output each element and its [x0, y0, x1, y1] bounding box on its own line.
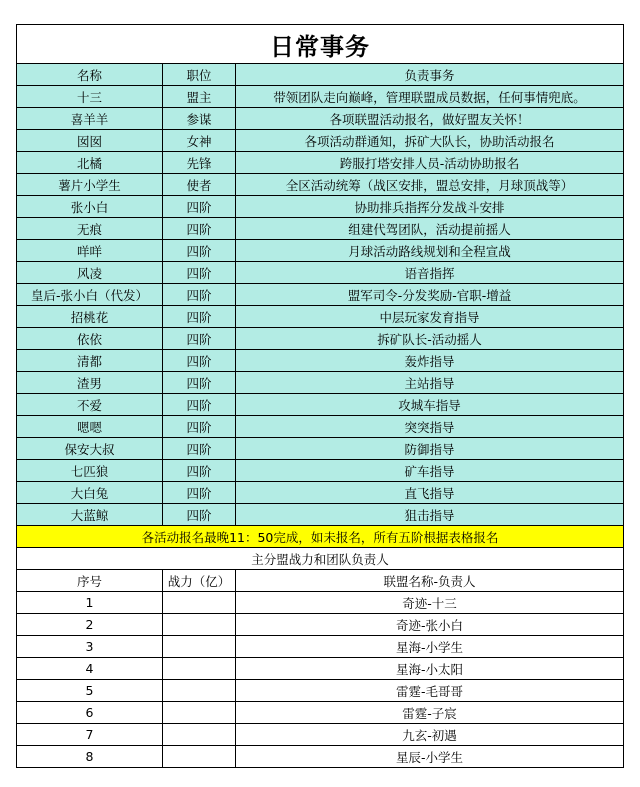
index-cell: 3	[17, 636, 163, 658]
duty-cell: 轰炸指导	[236, 350, 624, 372]
duties-header-row	[17, 64, 624, 86]
name-cell: 大蓝鲸	[17, 504, 163, 526]
duty-cell: 各项联盟活动报名，做好盟友关怀！	[236, 108, 624, 130]
position-cell: 四阶	[163, 350, 236, 372]
title-row	[17, 25, 624, 64]
alliance-header-cell: 战力（亿）	[163, 570, 236, 592]
alliance-subtitle: 主分盟战力和团队负责人	[17, 548, 624, 570]
duty-cell: 突突指导	[236, 416, 624, 438]
duties-header-cell: 负责事务	[236, 64, 624, 86]
name-cell: 张小白	[17, 196, 163, 218]
duty-row	[17, 350, 624, 372]
alliance-leader-cell: 雷霆-毛哥哥	[236, 680, 624, 702]
alliance-subtitle-row	[17, 548, 624, 570]
index-cell: 6	[17, 702, 163, 724]
index-cell: 4	[17, 658, 163, 680]
position-cell: 四阶	[163, 504, 236, 526]
alliance-leader-cell: 雷霆-子宸	[236, 702, 624, 724]
duty-cell: 各项活动群通知，拆矿大队长，协助活动报名	[236, 130, 624, 152]
power-cell	[163, 680, 236, 702]
duty-cell: 主站指导	[236, 372, 624, 394]
index-cell: 2	[17, 614, 163, 636]
alliance-row	[17, 746, 624, 768]
alliance-header-cell: 联盟名称-负责人	[236, 570, 624, 592]
duty-row	[17, 504, 624, 526]
duty-row	[17, 460, 624, 482]
duty-cell: 攻城车指导	[236, 394, 624, 416]
duty-cell: 防御指导	[236, 438, 624, 460]
position-cell: 四阶	[163, 262, 236, 284]
position-cell: 四阶	[163, 284, 236, 306]
index-cell: 8	[17, 746, 163, 768]
name-cell: 风凌	[17, 262, 163, 284]
duty-row	[17, 416, 624, 438]
duty-cell: 盟军司令-分发奖励-官职-增益	[236, 284, 624, 306]
alliance-leader-cell: 奇迹-十三	[236, 592, 624, 614]
name-cell: 不爱	[17, 394, 163, 416]
name-cell: 渣男	[17, 372, 163, 394]
duty-row	[17, 394, 624, 416]
position-cell: 四阶	[163, 394, 236, 416]
duty-cell: 协助排兵指挥分发战斗安排	[236, 196, 624, 218]
alliance-header-row	[17, 570, 624, 592]
power-cell	[163, 658, 236, 680]
name-cell: 嗯嗯	[17, 416, 163, 438]
name-cell: 喜羊羊	[17, 108, 163, 130]
position-cell: 先锋	[163, 152, 236, 174]
duty-cell: 月球活动路线规划和全程宣战	[236, 240, 624, 262]
duty-cell: 矿车指导	[236, 460, 624, 482]
name-cell: 清都	[17, 350, 163, 372]
duty-row	[17, 86, 624, 108]
alliance-row	[17, 614, 624, 636]
name-cell: 薯片小学生	[17, 174, 163, 196]
alliance-row	[17, 702, 624, 724]
table-body	[17, 25, 624, 768]
duty-row	[17, 174, 624, 196]
position-cell: 四阶	[163, 306, 236, 328]
duty-row	[17, 372, 624, 394]
name-cell: 无痕	[17, 218, 163, 240]
position-cell: 四阶	[163, 438, 236, 460]
alliance-leader-cell: 星海-小太阳	[236, 658, 624, 680]
notice-row	[17, 526, 624, 548]
duties-header-cell: 名称	[17, 64, 163, 86]
alliance-leader-cell: 星辰-小学生	[236, 746, 624, 768]
duty-cell: 跨服打塔安排人员-活动协助报名	[236, 152, 624, 174]
name-cell: 咩咩	[17, 240, 163, 262]
duty-row	[17, 240, 624, 262]
alliance-row	[17, 636, 624, 658]
page-title: 日常事务	[17, 25, 624, 64]
position-cell: 参谋	[163, 108, 236, 130]
duty-cell: 组建代驾团队，活动提前摇人	[236, 218, 624, 240]
duty-row	[17, 108, 624, 130]
duty-cell: 直飞指导	[236, 482, 624, 504]
index-cell: 5	[17, 680, 163, 702]
power-cell	[163, 702, 236, 724]
power-cell	[163, 614, 236, 636]
power-cell	[163, 746, 236, 768]
position-cell: 四阶	[163, 482, 236, 504]
notice-text: 各活动报名最晚11：50完成，如未报名，所有五阶根据表格报名	[17, 526, 624, 548]
alliance-row	[17, 592, 624, 614]
alliance-header-cell: 序号	[17, 570, 163, 592]
power-cell	[163, 724, 236, 746]
duty-cell: 拆矿队长-活动摇人	[236, 328, 624, 350]
duty-row	[17, 438, 624, 460]
duty-row	[17, 262, 624, 284]
duty-row	[17, 328, 624, 350]
duty-row	[17, 130, 624, 152]
name-cell: 囡囡	[17, 130, 163, 152]
index-cell: 7	[17, 724, 163, 746]
position-cell: 四阶	[163, 196, 236, 218]
duty-row	[17, 218, 624, 240]
name-cell: 皇后-张小白（代发）	[17, 284, 163, 306]
daily-affairs-table	[16, 24, 624, 768]
duty-cell: 全区活动统筹（战区安排，盟总安排，月球顶战等）	[236, 174, 624, 196]
alliance-row	[17, 680, 624, 702]
name-cell: 保安大叔	[17, 438, 163, 460]
duty-cell: 带领团队走向巅峰，管理联盟成员数据，任何事情兜底。	[236, 86, 624, 108]
position-cell: 盟主	[163, 86, 236, 108]
alliance-row	[17, 724, 624, 746]
position-cell: 四阶	[163, 416, 236, 438]
duty-cell: 中层玩家发育指导	[236, 306, 624, 328]
name-cell: 十三	[17, 86, 163, 108]
duty-row	[17, 196, 624, 218]
position-cell: 四阶	[163, 460, 236, 482]
name-cell: 北橘	[17, 152, 163, 174]
name-cell: 招桃花	[17, 306, 163, 328]
name-cell: 七匹狼	[17, 460, 163, 482]
position-cell: 女神	[163, 130, 236, 152]
duty-row	[17, 152, 624, 174]
alliance-leader-cell: 星海-小学生	[236, 636, 624, 658]
alliance-leader-cell: 奇迹-张小白	[236, 614, 624, 636]
duty-cell: 狙击指导	[236, 504, 624, 526]
position-cell: 四阶	[163, 218, 236, 240]
alliance-row	[17, 658, 624, 680]
duty-row	[17, 306, 624, 328]
duty-cell: 语音指挥	[236, 262, 624, 284]
duty-row	[17, 284, 624, 306]
name-cell: 依依	[17, 328, 163, 350]
position-cell: 四阶	[163, 372, 236, 394]
duty-row	[17, 482, 624, 504]
duties-header-cell: 职位	[163, 64, 236, 86]
power-cell	[163, 592, 236, 614]
power-cell	[163, 636, 236, 658]
position-cell: 四阶	[163, 328, 236, 350]
position-cell: 四阶	[163, 240, 236, 262]
index-cell: 1	[17, 592, 163, 614]
position-cell: 使者	[163, 174, 236, 196]
name-cell: 大白兔	[17, 482, 163, 504]
alliance-leader-cell: 九玄-初遇	[236, 724, 624, 746]
